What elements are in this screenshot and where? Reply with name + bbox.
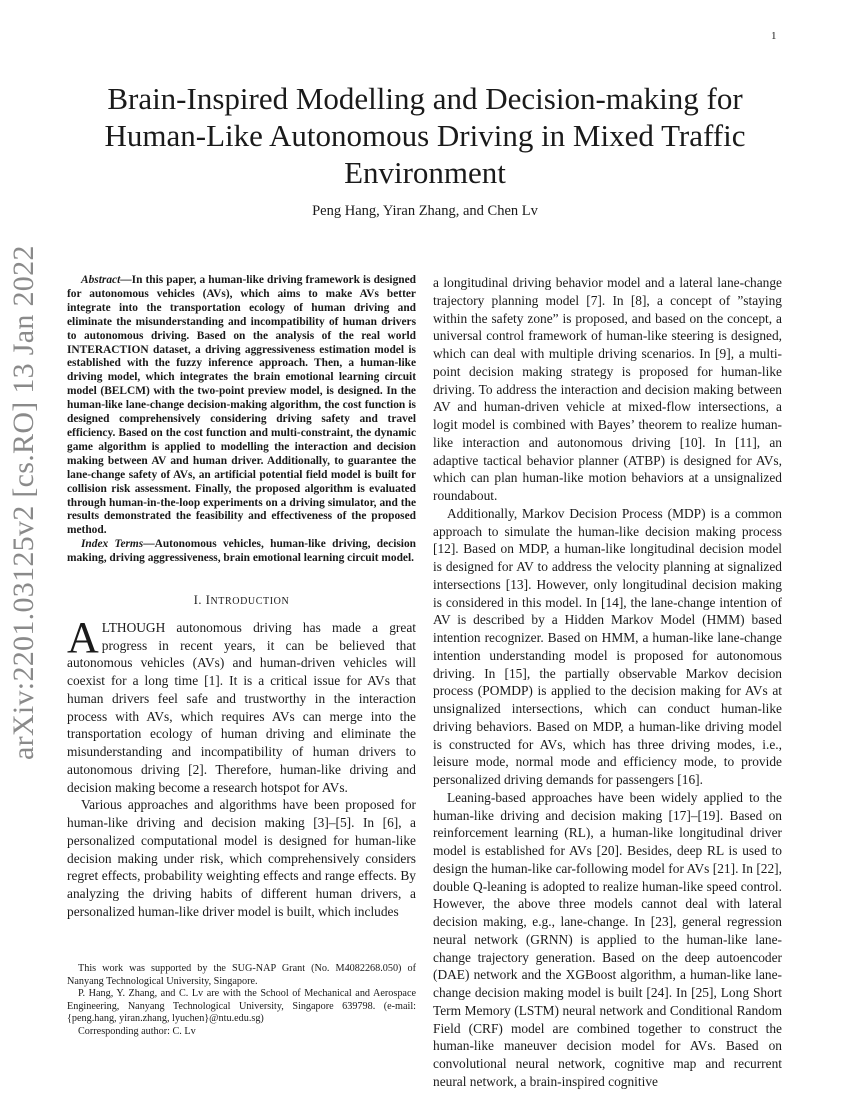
footnotes [67,963,416,1039]
index-terms-label: Index Terms [81,538,144,551]
paper-title: Brain-Inspired Modelling and Decision-making for Human-Like Autonomous Driving in Mixed Traffic Environment [104,81,746,190]
index-terms [67,538,416,566]
section-heading-introduction [67,592,416,611]
right-paragraph-3: Leaning-based approaches have been widely applied to the human-like driving and decision making [17]–[19]. Based on reinforcement learning (RL), a human-like longitudinal driver model is established for AVs [20]. Besides, deep RL is used to design the human-like car-following model for AVs [21]. In [22], double Q-leaning is adopted to realize human-like speed control. However, the above three models cannot deal with lateral decision making, e.g., lane-change. In [23], general regression neural network (GRNN) is applied to the human-like lane-change trajectory generation. Based on the deep autoencoder (DAE) network and the XGBoost algorithm, a human-like lane-change decision making model is built [24]. In [25], Long Short Term Memory (LSTM) neural network and Conditional Random Field (CRF) model are combined together to construct the human-like maneuver decision model for AVs. Based on convolutional neural network, cognitive map and recurrent neural network, a brain-inspired cognitive [433,789,782,1089]
right-paragraph-1: a longitudinal driving behavior model and a lateral lane-change trajectory planning model [7]. In [8], a concept of ”staying within the safety zone” is proposed, and based on the concept, a universal control framework of human-like steering is designed, which can deal with multiple driving scenarios. In [9], a multi-point decision making strategy is proposed for human-like driving. To address the interaction and decision making between AV and human-driven vehicle at mixed-flow intersections, a logit model is combined with Bayes’ theorem to realize human-like interaction and autonomous driving [10]. In [11], an adaptive tactical behavior planner (ATBP) is designed for AVs, which can plan human-like motion behaviors at a unsignalized roundabout. [433,275,782,503]
footnote-corresponding-author: Corresponding author: C. Lv [78,1025,196,1037]
abstract [67,274,416,538]
right-paragraph-2: Additionally, Markov Decision Process (MDP) is a common approach to simulate the human-like decision making process [12]. Based on MDP, a human-like longitudinal decision model is designed for AV to address the velocity planning at signalized intersections [13]. However, only longitudinal decision making is considered in this model. In [14], the lane-change intention of AV is described by a Hidden Markov Model (HMM) based intention recognizer. Based on HMM, a human-like lane-change intention understanding model is proposed for autonomous driving. In [15], the partially observable Markov decision process (POMDP) is applied to the decision making for AVs at unsignalized intersections, which can conduct human-like driving behaviors. Based on MDP, a human-like driving model is constructed for AVs, which has three driving modes, i.e., leisure mode, normal mode and efficiency mode, to provide personalized driving demands for passengers [16]. [433,505,782,787]
page-number: 1 [771,30,777,42]
section-title-initial: I [205,593,211,608]
footnote-funding: This work was supported by the SUG-NAP Grant (No. M4082268.050) of Nanyang Technological University, Singapore. [67,963,416,987]
intro-paragraph-2: Various approaches and algorithms have been proposed for human-like driving and decision making [3]–[5]. In [6], a personalized computational model is designed for human-like decision making under risk, which comprehensively considers regret effects, probability weighting effects and range effects. By analyzing the driving habits of different human drivers, a personalized human-like driver model is built, which includes [67,797,416,919]
intro-paragraph-1 [67,612,416,797]
section-number: I. [193,593,203,608]
abstract-text: —In this paper, a human-like driving framework is designed for autonomous vehicles (AVs), which aims to make AVs better integrate into the transportation ecology of human driving and eliminate the misunderstanding and incompatibility of human drivers to autonomous driving. Based on the analysis of the real world INTERACTION dataset, a driving aggressiveness estimation model is established with the fuzzy inference approach. Then, a human-like driving model, which integrates the brain emotional learning circuit model (BELCM) with the two-point preview model, is designed. In the human-like lane-change decision-making algorithm, the cost function is designed comprehensively considering driving safety and travel efficiency. Based on the cost function and multi-constraint, the dynamic game algorithm is applied to modelling the interaction and decision making between AV and human driver. Additionally, to guarantee the lane-change safety of AVs, an artificial potential field model is built for collision risk assessment. Finally, the proposed algorithm is evaluated through human-in-the-loop experiments on a driving simulator, and the results demonstrated the feasibility and effectiveness of the proposed method. [67,274,416,537]
left-column [67,274,416,921]
index-terms-text: —Autonomous vehicles, human-like driving, decision making, driving aggressiveness, brain emotional learning circuit model. [67,538,416,565]
arxiv-identifier-stamp[interactable]: arXiv:2201.03125v2 [cs.RO] 13 Jan 2022 [7,245,40,760]
abstract-label: Abstract [81,274,121,286]
drop-cap-letter: A [67,612,99,662]
section-title-rest: NTRODUCTION [210,596,290,608]
footnote-affiliation: P. Hang, Y. Zhang, and C. Lv are with the School of Mechanical and Aerospace Engineering, Nanyang Technological University, Singapore 639798. (e-mail: {peng.hang, yiran.zhang, lyuchen}@ntu.edu.sg) [67,988,416,1025]
right-column [433,274,782,1091]
intro-paragraph-1-text: LTHOUGH autonomous driving has made a great progress in recent years, it can be believed that autonomous vehicles (AVs) and human-driven vehicles will coexist for a long time [1]. It is a critical issue for AVs that human drivers feel safe and trustworthy in the interaction process with AVs, which requires AVs can merge into the transportation ecology of human driving and eliminate the misunderstanding and incompatibility of human drivers to autonomous driving [2]. Therefore, human-like driving and decision making become a research hotspot for AVs. [67,619,416,795]
author-list: Peng Hang, Yiran Zhang, and Chen Lv [312,203,538,219]
